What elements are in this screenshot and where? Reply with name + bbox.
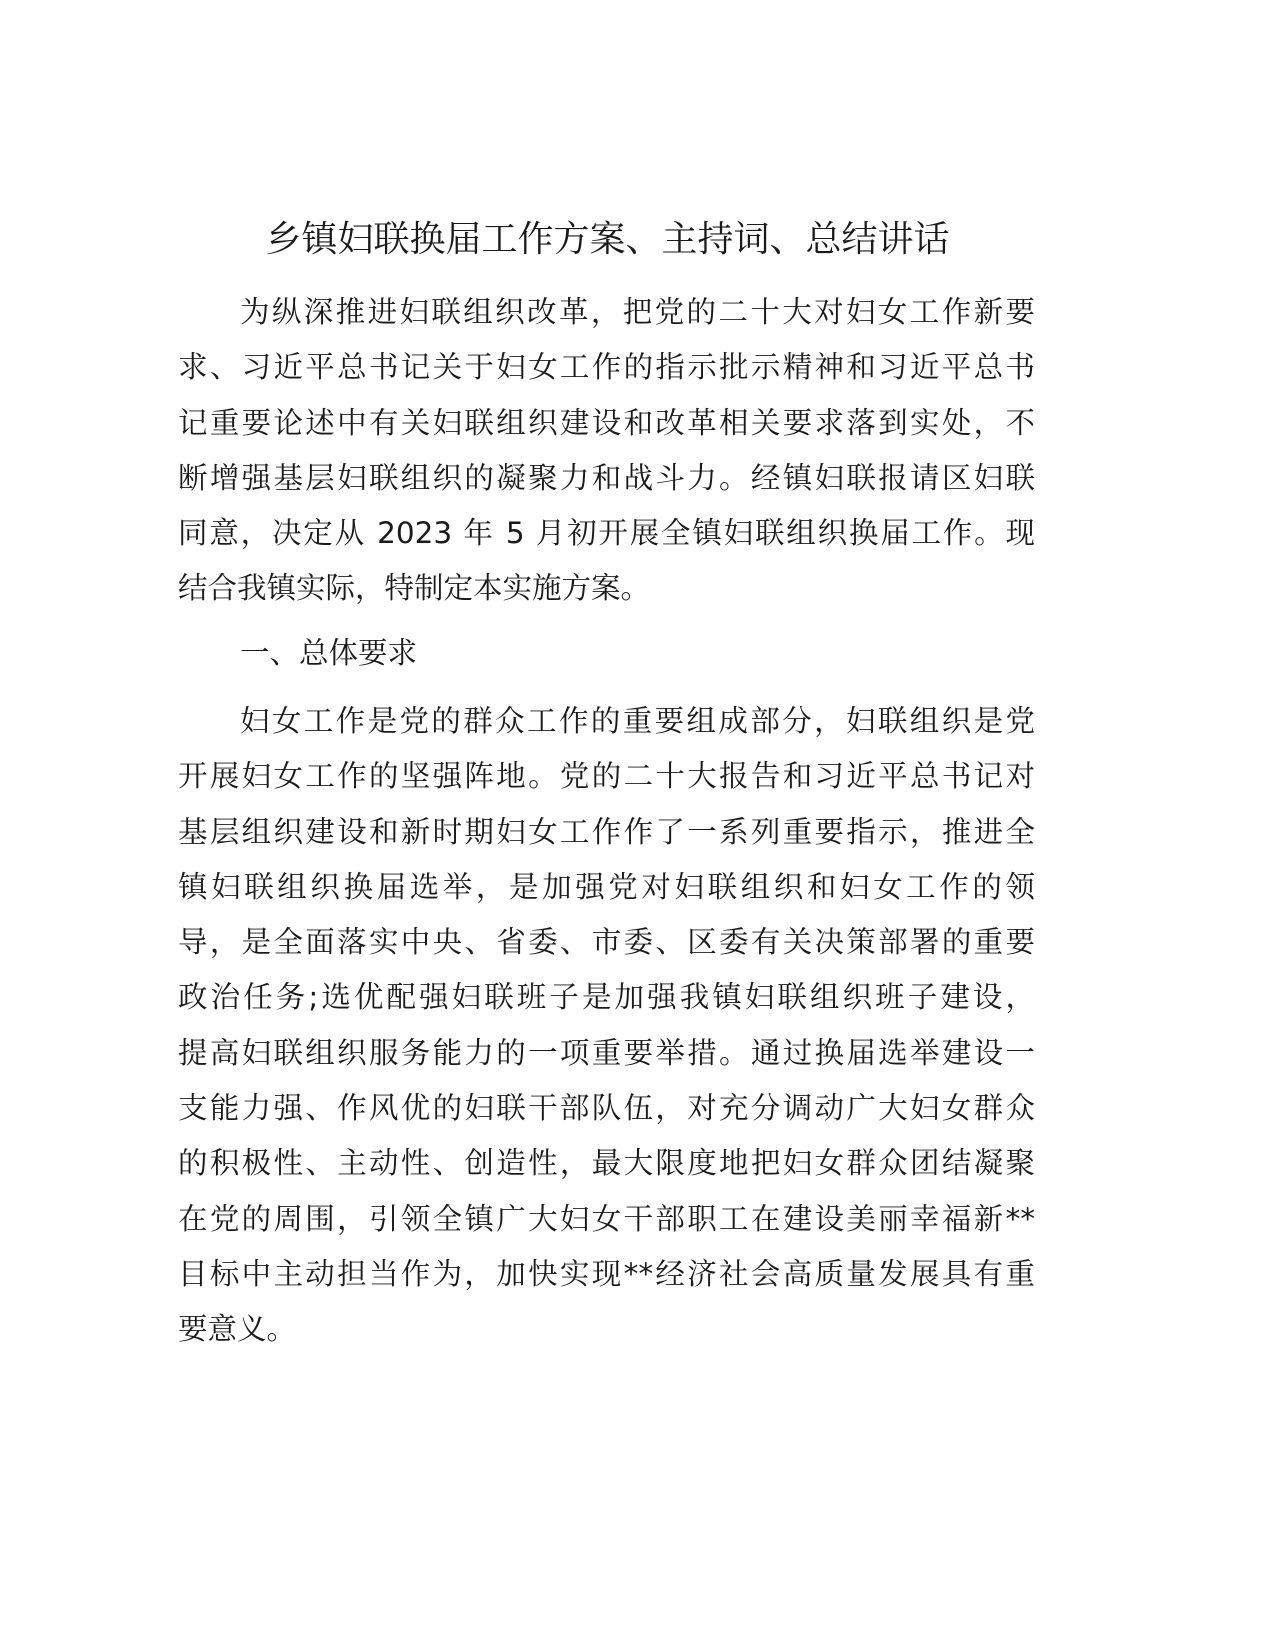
text-line: 支能力强、作风优的妇联干部队伍，对充分调动广大妇女群众 bbox=[178, 1091, 1035, 1126]
paragraph-requirements bbox=[178, 694, 1035, 1358]
text-line: 政治任务;选优配强妇联班子是加强我镇妇联组织班子建设， bbox=[178, 980, 1035, 1015]
text-line: 导，是全面落实中央、省委、市委、区委有关决策部署的重要 bbox=[178, 925, 1035, 960]
section-heading bbox=[178, 626, 1035, 681]
text-line: 的积极性、主动性、创造性，最大限度地把妇女群众团结凝聚 bbox=[178, 1146, 1035, 1181]
text-line: 为纵深推进妇联组织改革，把党的二十大对妇女工作新要 bbox=[240, 295, 1035, 329]
text-line: 结合我镇实际，特制定本实施方案。 bbox=[178, 571, 651, 606]
text-line: 目标中主动担当作为，加快实现**经济社会高质量发展具有重 bbox=[178, 1256, 1035, 1291]
text-line: 同意，决定从 2023 年 5 月初开展全镇妇联组织换届工作。现 bbox=[178, 516, 1035, 551]
text-line: 开展妇女工作的坚强阵地。党的二十大报告和习近平总书记对 bbox=[178, 759, 1035, 794]
text-line: 断增强基层妇联组织的凝聚力和战斗力。经镇妇联报请区妇联 bbox=[178, 460, 1035, 495]
text-line: 基层组织建设和新时期妇女工作作了一系列重要指示，推进全 bbox=[178, 814, 1035, 849]
text-line: 镇妇联组织换届选举，是加强党对妇联组织和妇女工作的领 bbox=[178, 869, 1035, 904]
text-line: 在党的周围，引领全镇广大妇女干部职工在建设美丽幸福新** bbox=[178, 1201, 1035, 1236]
text-line: 妇女工作是党的群众工作的重要组成部分，妇联组织是党 bbox=[240, 704, 1035, 738]
text-line: 提高妇联组织服务能力的一项重要举措。通过换届选举建设一 bbox=[178, 1035, 1035, 1070]
document-title: 乡镇妇联换届工作方案、主持词、总结讲话 bbox=[265, 219, 950, 260]
paragraph-intro bbox=[178, 285, 1035, 617]
text-line: 要意义。 bbox=[178, 1312, 297, 1347]
text-line: 求、习近平总书记关于妇女工作的指示批示精神和习近平总书 bbox=[178, 350, 1035, 385]
text-line: 记重要论述中有关妇联组织建设和改革相关要求落到实处，不 bbox=[178, 405, 1035, 440]
heading-general-requirements: 一、总体要求 bbox=[240, 636, 418, 670]
